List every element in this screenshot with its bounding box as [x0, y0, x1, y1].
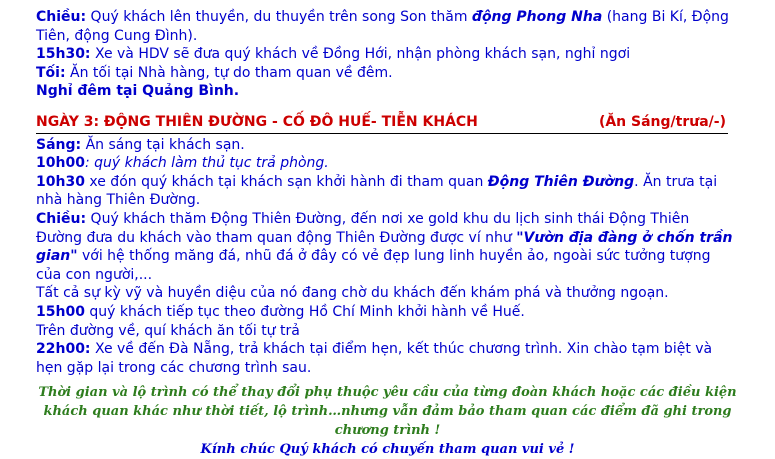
afternoon-text: Quý khách lên thuyền, du thuyền trên song Son thăm: [86, 9, 472, 25]
afternoon-text-day3: Quý khách thăm Động Thiên Đường, đến nơi xe gold khu du lịch sinh thái Động Thiên Đường đưa du khách vào tham quan động Thiên Đường được ví như: [36, 210, 690, 246]
overnight-text: Nghỉ đêm tại Quảng Bình.: [36, 83, 240, 100]
time-label-2200: 22h00:: [36, 341, 91, 358]
time-label-1530: 15h30:: [36, 46, 91, 63]
phong-nha-cave: động Phong Nha: [471, 9, 603, 25]
dinner-text: Trên đường về, quí khách ăn tối tự trả: [36, 322, 300, 339]
day3-morning-line: [36, 136, 736, 155]
schedule-change-note: Thời gian và lộ trình có thể thay đổi phụ thuộc yêu cầu của từng đoàn khách hoặc các điều kiện khách quan khác như thời tiết, lộ trình…nhưng vẫn đảm bảo tham quan các điểm đã ghi trong chương trình !: [38, 385, 737, 438]
text-1500: quý khách tiếp tục theo đường Hồ Chí Minh khởi hành về Huế.: [84, 303, 525, 320]
day3-2200-line: [36, 340, 736, 377]
day3-1030-line: [36, 173, 736, 210]
evening-label: Tối:: [36, 64, 66, 81]
time-label-1030: 10h30: [36, 173, 85, 190]
afternoon-text-day3-after: với hệ thống măng đá, nhũ đá ở đây có vẻ đẹp lung linh huyền ảo, ngoài sức tưởng tượng của con người,...: [36, 248, 711, 283]
morning-text: Ăn sáng tại khách sạn.: [81, 136, 245, 153]
day2-evening-line: [36, 64, 736, 83]
itinerary-document: [36, 8, 736, 377]
day3-afternoon-line: [36, 210, 736, 284]
time-label-1000: 10h00: [36, 155, 85, 172]
day3-1000-line: [36, 154, 736, 173]
text-2200: Xe về đến Đà Nẵng, trả khách tại điểm hẹn, kết thúc chương trình. Xin chào tạm biệt và hẹn gặp lại trong các chương trình sau.: [36, 341, 713, 376]
morning-label: Sáng:: [36, 136, 82, 153]
text-1030: xe đón quý khách tại khách sạn khởi hành đi tham quan: [84, 173, 488, 190]
disclaimer-note: [0, 383, 775, 459]
day3-header: [36, 113, 728, 134]
wish-note: Kính chúc Quý khách có chuyến tham quan vui vẻ !: [200, 442, 575, 457]
text-1530: Xe và HDV sẽ đưa quý khách về Đồng Hới, nhận phòng khách sạn, nghỉ ngơi: [90, 46, 631, 63]
wonder-text: Tất cả sự kỳ vỹ và huyền diệu của nó đang chờ du khách đến khám phá và thưởng ngoạn.: [36, 285, 669, 302]
day3-dinner-line: [36, 322, 736, 341]
evening-text: Ăn tối tại Nhà hàng, tự do tham quan về đêm.: [65, 64, 393, 81]
afternoon-text-after: (hang Bi Kí, Động Tiên, động Cung Đình).: [36, 9, 729, 44]
afternoon-label-day3: Chiều:: [36, 210, 87, 227]
time-label-1500: 15h00: [36, 303, 85, 320]
day3-1500-line: [36, 303, 736, 322]
day2-1530-line: [36, 45, 736, 64]
day3-meals: (Ăn Sáng/trưa/-): [598, 113, 726, 130]
text-1030-after: . Ăn trưa tại nhà hàng Thiên Đường.: [36, 173, 718, 209]
day2-afternoon-line: [36, 8, 736, 45]
paradise-quote: "Vườn địa đàng ở chốn trần gian": [36, 229, 733, 265]
text-1000: : quý khách làm thủ tục trả phòng.: [84, 155, 329, 172]
thien-duong-cave: Động Thiên Đường: [487, 173, 635, 190]
afternoon-label: Chiều:: [36, 9, 87, 25]
day2-overnight-line: [36, 82, 736, 101]
day3-title: NGÀY 3: ĐỘNG THIÊN ĐƯỜNG - CỐ ĐÔ HUẾ- TIỄN KHÁCH: [36, 113, 478, 130]
day3-wonder-line: [36, 284, 736, 303]
